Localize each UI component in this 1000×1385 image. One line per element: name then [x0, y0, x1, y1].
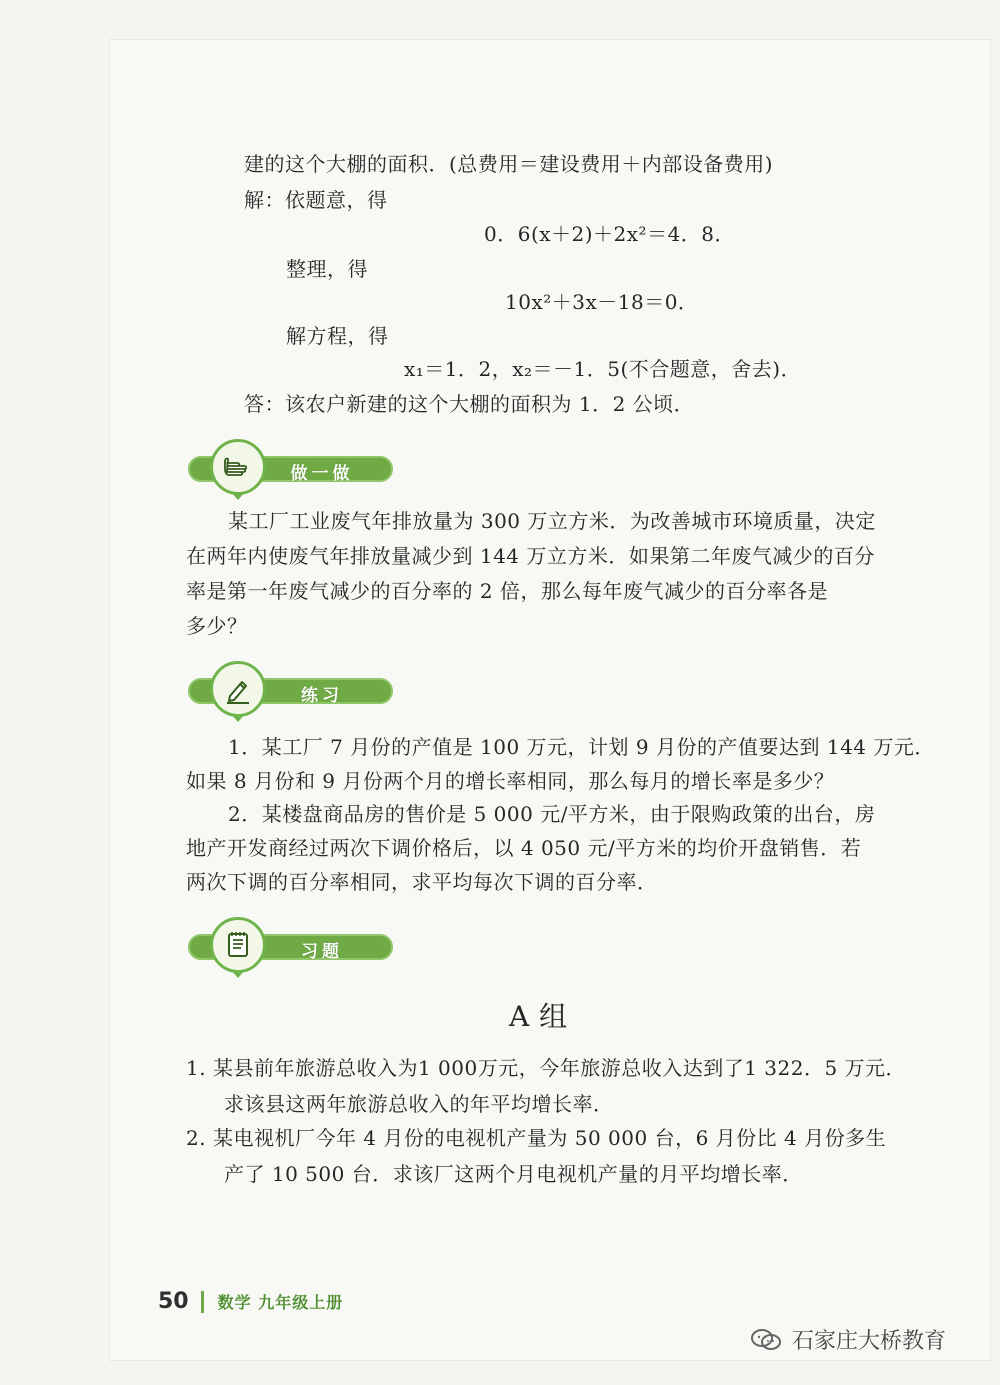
- equation-2: [505, 288, 698, 316]
- group-heading: A 组: [509, 1000, 568, 1033]
- page-number: 50: [158, 1289, 189, 1314]
- equation-1-text: 0．6(x＋2)＋2x²＝4．8．: [484, 222, 736, 246]
- roots: [404, 355, 801, 383]
- notebook-icon: [223, 929, 253, 961]
- footer-divider: [201, 1291, 204, 1313]
- pencil-icon-badge: [210, 661, 266, 717]
- solution-intro: 解：依题意，得: [244, 188, 388, 212]
- practice-item-2-cont-1: 地产开发商经过两次下调价格后，以 4 050 元/平方米的均价开盘销售．若: [186, 836, 862, 860]
- hand-icon: [222, 453, 254, 481]
- exercise-label: 习题: [301, 942, 343, 962]
- exercise-pointer: [231, 970, 245, 978]
- hand-icon-badge: [210, 439, 266, 495]
- equation-2-text: 10x²＋3x－18＝0．: [505, 290, 699, 314]
- organize-label: 整理，得: [286, 257, 368, 281]
- try-banner: [188, 450, 393, 490]
- exercise-item-1-cont: 求该县这两年旅游总收入的年平均增长率．: [224, 1092, 614, 1116]
- practice-label: 练习: [301, 686, 343, 706]
- practice-item-2-cont-2: 两次下调的百分率相同，求平均每次下调的百分率．: [186, 870, 658, 894]
- problem-line-1: 建的这个大棚的面积．(总费用＝建设费用＋内部设备费用): [244, 152, 774, 176]
- watermark: [750, 1324, 946, 1355]
- equation-1: [484, 220, 735, 248]
- practice-pointer: [231, 714, 245, 722]
- try-text-3: 率是第一年废气减少的百分率的 2 倍，那么每年废气减少的百分率各是: [186, 579, 828, 603]
- practice-item-2: 2．某楼盘商品房的售价是 5 000 元/平方米，由于限购政策的出台，房: [228, 802, 876, 826]
- try-pointer: [231, 492, 245, 500]
- try-label: 做一做: [290, 464, 354, 484]
- practice-item-1-cont: 如果 8 月份和 9 月份两个月的增长率相同，那么每月的增长率是多少？: [186, 769, 835, 793]
- roots-text: x₁＝1．2，x₂＝－1．5(不合题意，舍去)．: [404, 357, 802, 381]
- watermark-text: 石家庄大桥教育: [792, 1329, 947, 1354]
- try-text-1: 某工厂工业废气年排放量为 300 万立方米．为改善城市环境质量，决定: [228, 509, 876, 533]
- pencil-icon: [222, 673, 254, 705]
- answer-line: 答：该农户新建的这个大棚的面积为 1．2 公顷．: [244, 392, 695, 416]
- exercise-item-1: 1. 某县前年旅游总收入为1 000万元，今年旅游总收入达到了1 322．5 万元．: [186, 1056, 907, 1080]
- try-text-2: 在两年内使废气年排放量减少到 144 万立方米．如果第二年废气减少的百分: [186, 544, 875, 568]
- practice-item-1: 1．某工厂 7 月份的产值是 100 万元，计划 9 月份的产值要达到 144 万元．: [228, 735, 935, 759]
- book-title: 数学 九年级上册: [217, 1293, 344, 1312]
- page-footer: [158, 1289, 343, 1314]
- practice-banner: [188, 672, 393, 712]
- notebook-icon-badge: [210, 917, 266, 973]
- exercise-item-2: 2. 某电视机厂今年 4 月份的电视机产量为 50 000 台，6 月份比 4 月份多生: [186, 1126, 887, 1150]
- solve-label: 解方程，得: [286, 324, 389, 348]
- try-text-4: 多少？: [186, 614, 248, 638]
- exercise-item-2-cont: 产了 10 500 台．求该厂这两个月电视机产量的月平均增长率．: [224, 1162, 803, 1186]
- exercise-banner: [188, 928, 393, 968]
- wechat-icon: [750, 1328, 784, 1352]
